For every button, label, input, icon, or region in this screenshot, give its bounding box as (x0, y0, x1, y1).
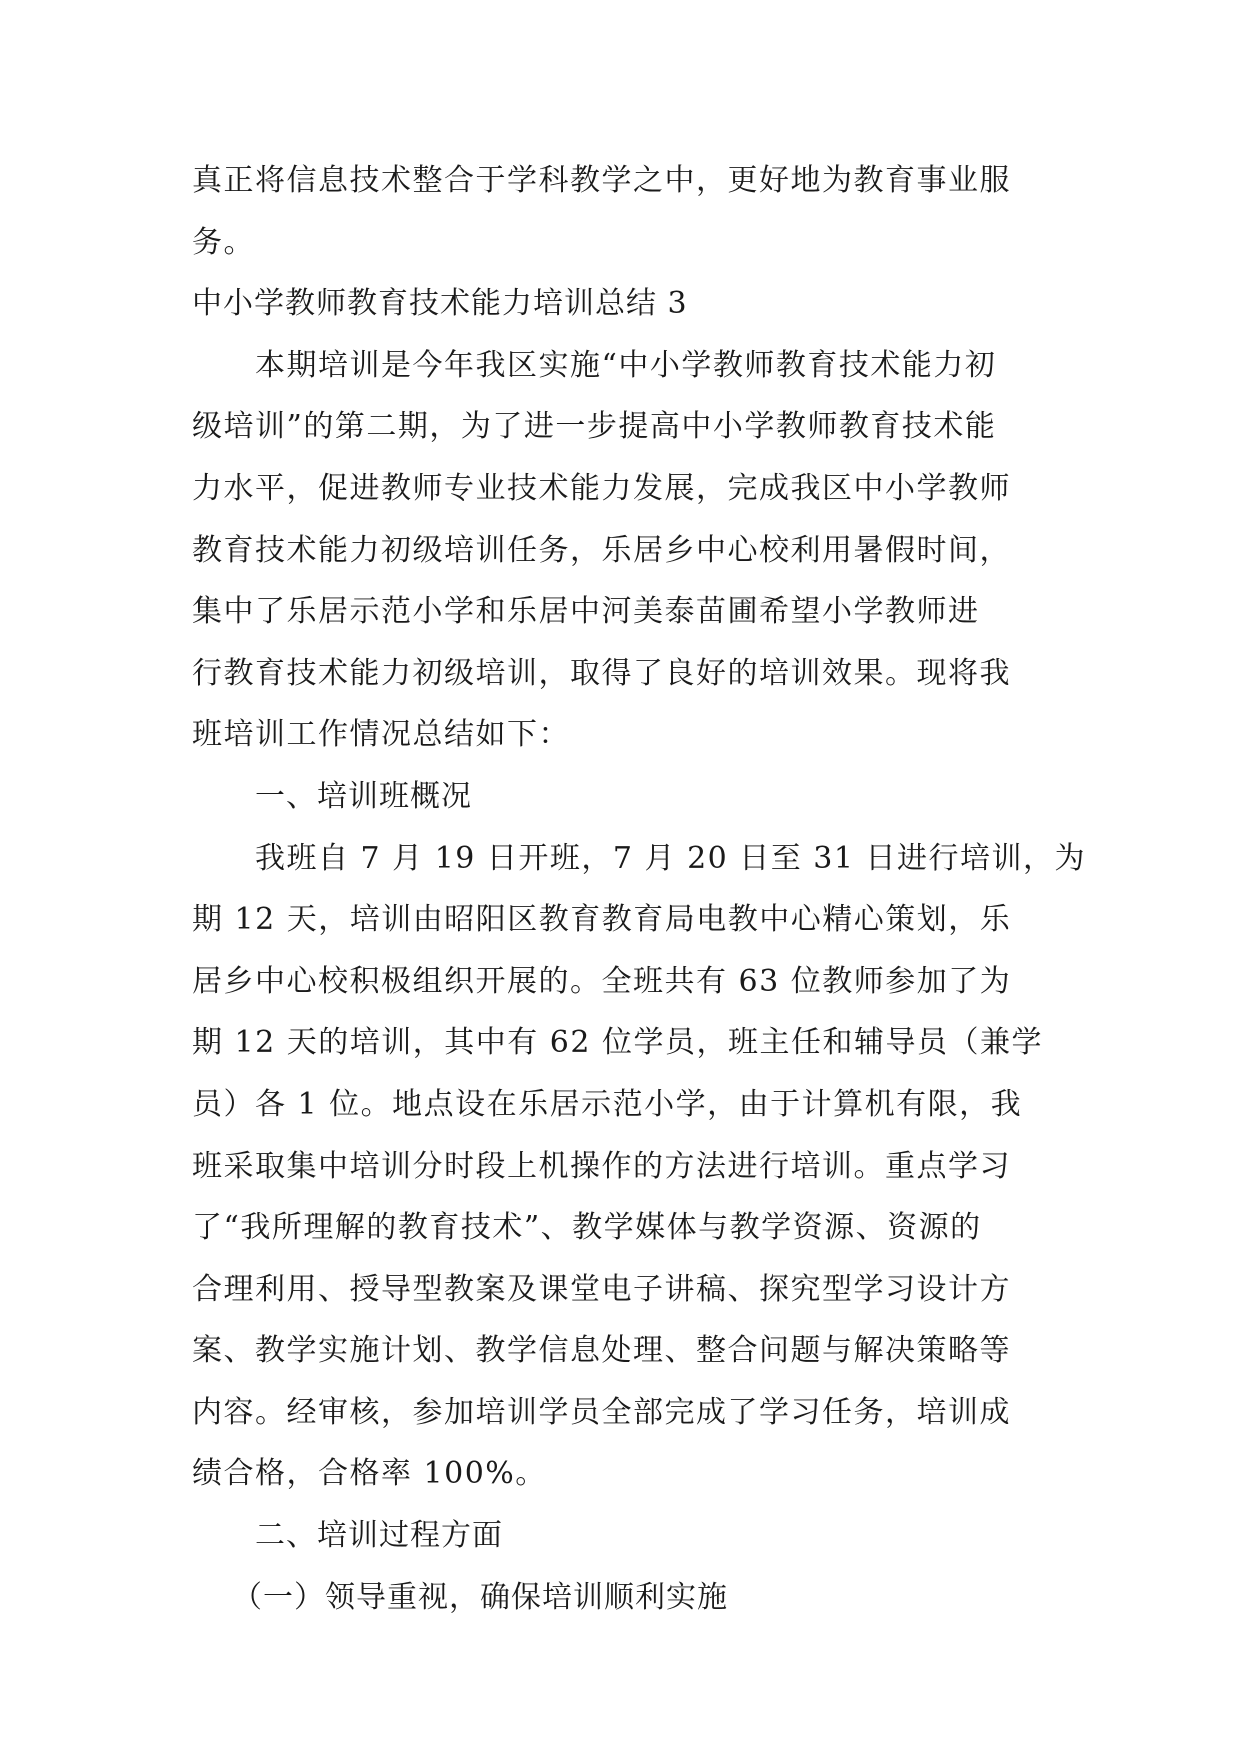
subsection-heading: （一）领导重视，确保培训顺利实施 (232, 1579, 728, 1615)
paragraph-line: 期 12 天的培训，其中有 62 位学员，班主任和辅导员（兼学 (192, 1025, 1043, 1061)
section-title: 中小学教师教育技术能力培训总结 3 (192, 286, 688, 322)
paragraph-line: 教育技术能力初级培训任务，乐居乡中心校利用暑假时间， (192, 532, 1011, 568)
paragraph-line: 务。 (192, 224, 255, 260)
paragraph-line: 案、教学实施计划、教学信息处理、整合问题与解决策略等 (192, 1333, 1011, 1369)
paragraph-line: 了“我所理解的教育技术”、教学媒体与教学资源、资源的 (192, 1210, 982, 1246)
section-heading: 二、培训过程方面 (255, 1518, 503, 1554)
document-body (192, 150, 1087, 1628)
paragraph-line: 我班自 7 月 19 日开班，7 月 20 日至 31 日进行培训，为 (255, 840, 1087, 876)
paragraph-line: 真正将信息技术整合于学科教学之中，更好地为教育事业服 (192, 163, 1011, 198)
paragraph-line: 集中了乐居示范小学和乐居中河美泰苗圃希望小学教师进 (192, 594, 980, 630)
paragraph-line: 力水平，促进教师专业技术能力发展，完成我区中小学教师 (192, 470, 1011, 506)
paragraph-line: 班采取集中培训分时段上机操作的方法进行培训。重点学习 (192, 1148, 1011, 1184)
paragraph-line: 居乡中心校积极组织开展的。全班共有 63 位教师参加了为 (192, 963, 1012, 999)
paragraph-line: 级培训”的第二期，为了进一步提高中小学教师教育技术能 (192, 409, 997, 445)
paragraph-line: 绩合格，合格率 100%。 (192, 1456, 547, 1492)
paragraph-line: 班培训工作情况总结如下： (192, 717, 570, 753)
paragraph-line: 本期培训是今年我区实施“中小学教师教育技术能力初 (255, 347, 997, 383)
section-heading: 一、培训班概况 (255, 778, 472, 814)
paragraph-line: 内容。经审核，参加培训学员全部完成了学习任务，培训成 (192, 1394, 1011, 1430)
paragraph-line: 期 12 天，培训由昭阳区教育教育局电教中心精心策划，乐 (192, 902, 1012, 938)
paragraph-line: 行教育技术能力初级培训，取得了良好的培训效果。现将我 (192, 655, 1011, 691)
paragraph-line: 员）各 1 位。地点设在乐居示范小学，由于计算机有限，我 (192, 1086, 1023, 1122)
paragraph-line: 合理利用、授导型教案及课堂电子讲稿、探究型学习设计方 (192, 1271, 1011, 1307)
